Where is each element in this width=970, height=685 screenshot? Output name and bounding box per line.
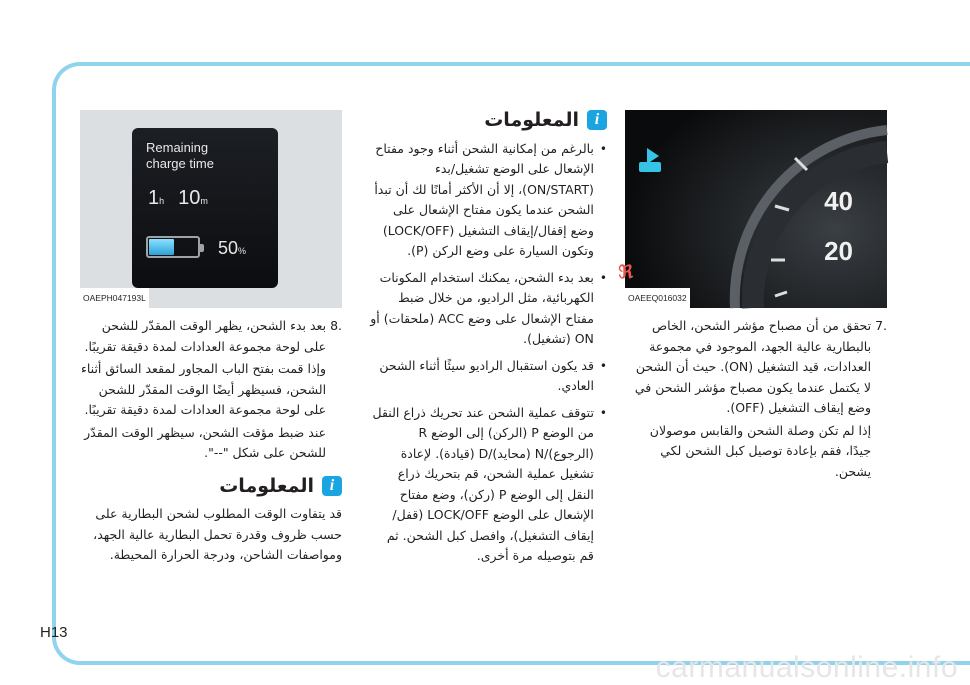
info-bullet [370, 403, 607, 567]
info-header [370, 110, 607, 131]
info-bullet [370, 356, 607, 397]
lcd-title-line1: Remaining [146, 140, 209, 155]
bullet-text: تتوقف عملية الشحن عند تحريك ذراع النقل من الوضع P (الركن) إلى الوضع R (الرجوع)/N (محايد)/D (قيادة). لإعادة تشغيل عملية الشحن، قم بتحريك ذراع النقل إلى الوضع P (ركن)، وضع مفتاح الإشعال على الوضع LOCK/OFF (قفل/إيقاف التشغيل)، وافصل كبل الشحن. ثم قم بتوصيله مرة أخرى. [372, 404, 594, 563]
info-icon: i [587, 110, 607, 130]
image-code: OAEPH047193L [80, 288, 149, 309]
bullet-dot: • [599, 141, 607, 156]
left-column [80, 110, 342, 566]
step-8-text: بعد بدء الشحن، يظهر الوقت المقدّر للشحن على لوحة مجموعة العدادات لمدة دقيقة تقريبًا. [84, 318, 327, 354]
image-code: OAEEQ016032 [625, 288, 690, 309]
info-text: قد يتفاوت الوقت المطلوب لشحن البطارية على حسب ظروف وقدرة تحمل البطارية عالية الجهد، ومواصفات الشاحن، ودرجة الحرارة المحيطة. [93, 506, 342, 562]
battery-level-fill [149, 239, 174, 255]
battery-icon [146, 236, 200, 258]
info-icon: i [322, 476, 342, 496]
gauge-illustration [618, 110, 887, 308]
bullet-dot: • [599, 270, 607, 285]
middle-column [370, 110, 607, 573]
step-7-number: .7 [875, 318, 887, 333]
lcd-hours: 1 [148, 187, 160, 209]
step-8-number: .8 [330, 318, 342, 333]
battery-tip [200, 244, 204, 252]
gauge-label-40: 40 [824, 186, 853, 216]
gauge-warning-mark: ℜ [618, 262, 633, 282]
step-7 [625, 316, 887, 419]
info-title: المعلومات [484, 109, 579, 131]
step-8-note-2-text: عند ضبط مؤقت الشحن، سيظهر الوقت المقدّر للشحن على شكل "--". [84, 424, 327, 460]
info-bullet [370, 139, 607, 262]
cluster-gauge-photo [618, 110, 887, 308]
lcd-screen [132, 128, 278, 288]
lcd-title [146, 140, 214, 172]
watermark: carmanualsonline.info [655, 651, 958, 684]
lcd-remaining-time [148, 188, 208, 212]
lcd-battery-percent [218, 238, 246, 262]
info-header [80, 476, 342, 497]
lcd-title-line2: charge time [146, 156, 214, 171]
step-7-note-text: إذا لم تكن وصلة الشحن والقابس موصولان جيدًا، فقم بإعادة توصيل كبل الشحن لكي يشحن. [649, 422, 872, 479]
info-title: المعلومات [219, 474, 314, 497]
bullet-text: قد يكون استقبال الراديو سيئًا أثناء الشحن العادي. [379, 357, 594, 393]
step-8-note-2 [80, 423, 342, 464]
page-number: H13 [40, 624, 68, 641]
step-8-note-1-text: وإذا قمت بفتح الباب المجاور لمقعد السائق أثناء الشحن، فسيظهر أيضًا الوقت المقدّر للشحن على لوحة مجموعة العدادات لمدة دقيقة تقريبًا. [80, 361, 327, 417]
gauge-label-20: 20 [824, 236, 853, 266]
bullet-dot: • [599, 405, 607, 420]
lcd-display-photo [80, 110, 342, 308]
lcd-hours-unit: h [159, 196, 165, 206]
step-7-text: تحقق من أن مصباح مؤشر الشحن، الخاص بالبطارية عالية الجهد، الموجود في مجموعة العدادات، قيد التشغيل (ON). حيث أن الشحن لا يكتمل عندما يكون مصباح مؤشر الشحن في وضع إيقاف التشغيل (OFF). [634, 318, 872, 415]
lcd-percent-sign: % [238, 246, 247, 256]
lcd-minutes-unit: m [200, 196, 208, 206]
lcd-percent-value: 50 [218, 238, 239, 258]
step-8 [80, 316, 342, 357]
right-column [618, 110, 887, 482]
step-7-note [625, 421, 887, 483]
bullet-text: بعد بدء الشحن، يمكنك استخدام المكونات الكهربائية، مثل الراديو، من خلال ضبط مفتاح الإشعال على وضع ACC (ملحقات) أو ON (تشغيل). [370, 269, 594, 346]
step-8-note-1 [80, 359, 342, 421]
bullet-text: بالرغم من إمكانية الشحن أثناء وجود مفتاح الإشعال على الوضع تشغيل/بدء (ON/START)، إلا أن الأكثر أمانًا لك أن تبدأ الشحن عندما يكون مفتاح الإشعال على وضع إقفال/إيقاف التشغيل (LOCK/OFF) وتكون السيارة على وضع الركن (P). [374, 140, 594, 258]
bullet-dot: • [599, 358, 607, 373]
lcd-minutes: 10 [178, 187, 201, 209]
info-bullet [370, 268, 607, 350]
